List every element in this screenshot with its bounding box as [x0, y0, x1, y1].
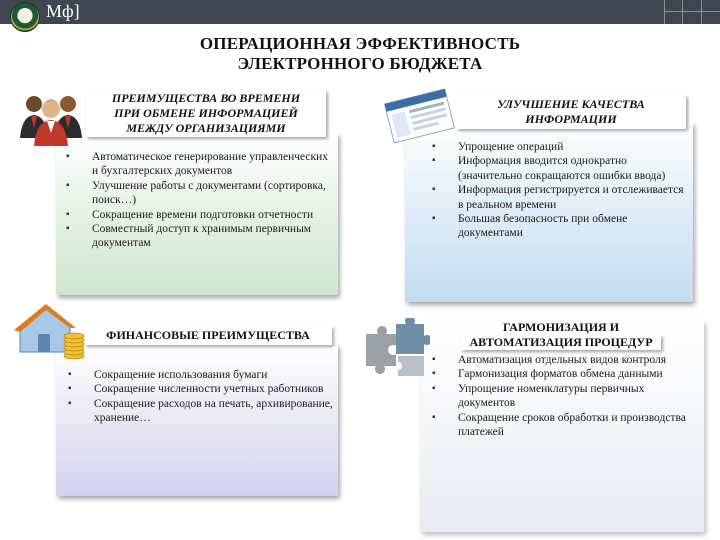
list-item: ▪ Упрощение номенклатуры первичных документов	[430, 382, 700, 411]
quality-heading-line-1: УЛУЧШЕНИЕ КАЧЕСТВА	[497, 97, 645, 111]
list-item: ▪ Гармонизация форматов обмена данными	[430, 367, 700, 381]
exchange-heading	[86, 90, 326, 137]
list-item: ▪ Упрощение операций	[430, 140, 690, 154]
quality-list	[430, 140, 690, 241]
house-with-coins-icon	[12, 298, 88, 362]
logo-text: Мф]	[46, 1, 80, 21]
header-bar	[0, 0, 720, 24]
web-page-screenshot-icon	[380, 84, 458, 144]
exchange-heading-line-1: ПРЕИМУЩЕСТВА ВО ВРЕМЕНИ	[111, 91, 301, 105]
puzzle-pieces-icon	[360, 318, 430, 380]
quality-heading	[456, 95, 686, 129]
harmonization-heading-line-1: ГАРМОНИЗАЦИЯ И	[502, 320, 620, 334]
finance-heading: ФИНАНСОВЫЕ ПРЕИМУЩЕСТВА	[84, 326, 332, 345]
people-group-icon	[16, 88, 88, 148]
list-item: ▪ Сокращение сроков обработки и производства платежей	[430, 411, 700, 440]
list-item: ▪ Большая безопасность при обмене документами	[430, 212, 690, 241]
list-item: ▪ Автоматизация отдельных видов контроля	[430, 353, 700, 367]
list-item: ▪ Сокращение численности учетных работников	[66, 382, 336, 396]
page-title	[100, 34, 620, 74]
title-line-2: ЭЛЕКТРОННОГО БЮДЖЕТА	[237, 54, 483, 73]
header-grid-decoration	[664, 0, 720, 24]
ministry-emblem-icon	[10, 2, 40, 32]
list-item: ▪ Сокращение расходов на печать, архивирование, хранение…	[66, 397, 336, 426]
list-item: ▪ Улучшение работы с документами (сортировка, поиск…)	[64, 179, 334, 208]
list-item: ▪ Сокращение времени подготовки отчетности	[64, 208, 334, 222]
exchange-heading-line-3: МЕЖДУ ОРГАНИЗАЦИЯМИ	[126, 121, 286, 135]
quality-heading-line-2: ИНФОРМАЦИИ	[525, 112, 617, 126]
exchange-list	[64, 150, 334, 251]
list-item: ▪ Информация вводится однократно (значительно сокращаются ошибки ввода)	[430, 154, 690, 183]
list-item: ▪ Совместный доступ к хранимым первичным документам	[64, 222, 334, 251]
harmonization-heading-line-2: АВТОМАТИЗАЦИЯ ПРОЦЕДУР	[461, 335, 660, 350]
finance-list	[66, 368, 336, 426]
list-item: ▪ Информация регистрируется и отслеживается в реальном времени	[430, 183, 690, 212]
harmonization-list	[430, 353, 700, 439]
exchange-heading-line-2: ПРИ ОБМЕНЕ ИНФОРМАЦИЕЙ	[114, 106, 298, 120]
list-item: ▪ Сокращение использования бумаги	[66, 368, 336, 382]
title-line-1: ОПЕРАЦИОННАЯ ЭФФЕКТИВНОСТЬ	[199, 34, 521, 53]
harmonization-heading	[430, 320, 692, 350]
list-item: ▪ Автоматическое генерирование управленческих и бухгалтерских документов	[64, 150, 334, 179]
